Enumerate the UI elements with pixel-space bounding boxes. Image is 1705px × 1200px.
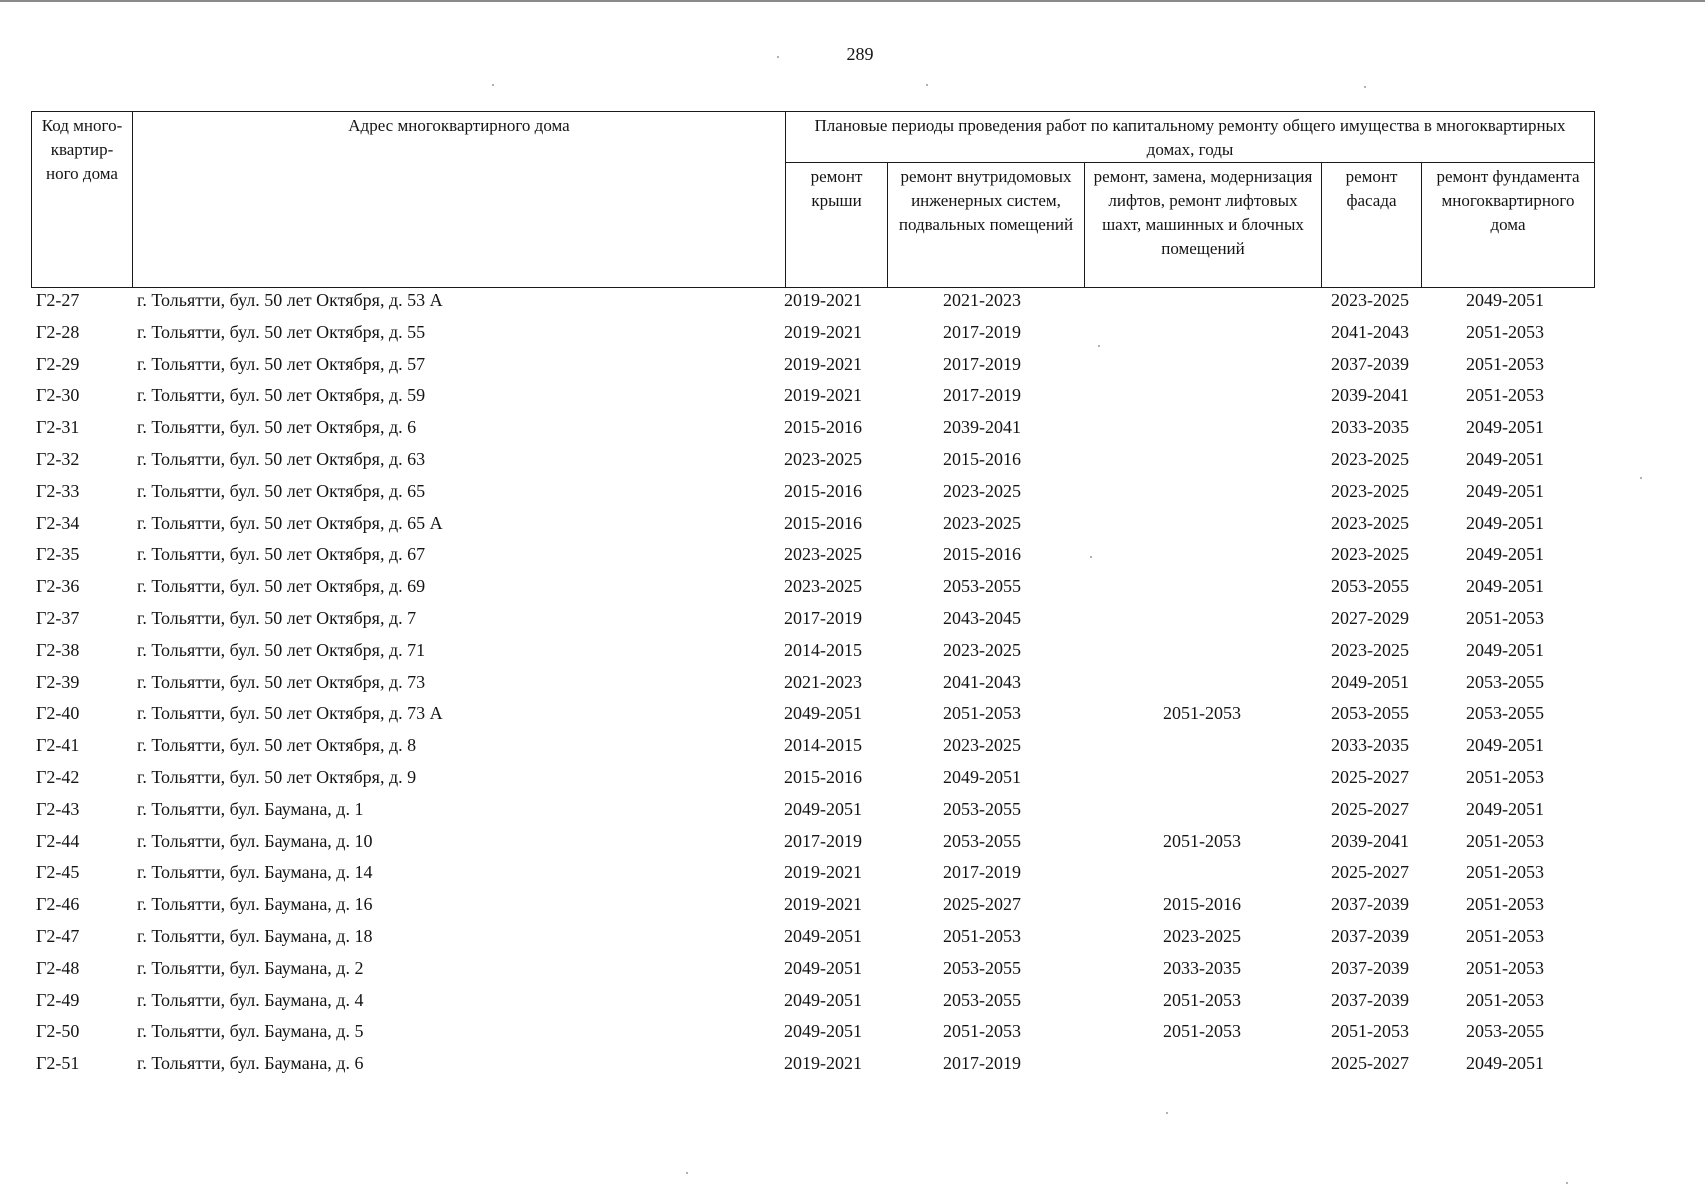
cell-lifts: 2015-2016 bbox=[1163, 894, 1241, 915]
scan-speck bbox=[686, 1172, 688, 1174]
cell-code: Г2-29 bbox=[36, 353, 80, 374]
cell-address: г. Тольятти, бул. 50 лет Октября, д. 67 bbox=[137, 544, 426, 565]
cell-engineering: 2053-2055 bbox=[943, 957, 1021, 978]
header-work-periods: Плановые периоды проведения работ по капитальному ремонту общего имущества в многоквартирных домах, годы bbox=[786, 112, 1595, 163]
cell-roof: 2019-2021 bbox=[784, 862, 862, 883]
cell-facade: 2025-2027 bbox=[1331, 1053, 1409, 1074]
cell-roof: 2014-2015 bbox=[784, 735, 862, 756]
table-row bbox=[31, 352, 1594, 384]
table-row bbox=[31, 638, 1594, 670]
table-row bbox=[31, 765, 1594, 797]
cell-engineering: 2025-2027 bbox=[943, 894, 1021, 915]
cell-facade: 2049-2051 bbox=[1331, 671, 1409, 692]
table-row bbox=[31, 1051, 1594, 1083]
cell-facade: 2023-2025 bbox=[1331, 512, 1409, 533]
scan-speck bbox=[1566, 1182, 1568, 1184]
cell-roof: 2019-2021 bbox=[784, 385, 862, 406]
cell-address: г. Тольятти, бул. Баумана, д. 5 bbox=[137, 1021, 364, 1042]
cell-lifts: 2051-2053 bbox=[1163, 1021, 1241, 1042]
table-row bbox=[31, 829, 1594, 861]
header-address: Адрес многоквартирного дома bbox=[133, 112, 786, 288]
cell-engineering: 2043-2045 bbox=[943, 607, 1021, 628]
table-row bbox=[31, 511, 1594, 543]
cell-address: г. Тольятти, бул. Баумана, д. 2 bbox=[137, 957, 364, 978]
cell-foundation: 2051-2053 bbox=[1466, 894, 1544, 915]
table-row bbox=[31, 670, 1594, 702]
table-body bbox=[31, 288, 1594, 1083]
cell-engineering: 2053-2055 bbox=[943, 830, 1021, 851]
scan-speck bbox=[1364, 86, 1366, 88]
cell-address: г. Тольятти, бул. Баумана, д. 10 bbox=[137, 830, 373, 851]
table-row bbox=[31, 924, 1594, 956]
cell-roof: 2019-2021 bbox=[784, 1053, 862, 1074]
table-row bbox=[31, 733, 1594, 765]
cell-address: г. Тольятти, бул. 50 лет Октября, д. 73 А bbox=[137, 703, 443, 724]
table-row bbox=[31, 479, 1594, 511]
cell-code: Г2-49 bbox=[36, 989, 80, 1010]
cell-facade: 2033-2035 bbox=[1331, 417, 1409, 438]
cell-foundation: 2051-2053 bbox=[1466, 321, 1544, 342]
cell-roof: 2019-2021 bbox=[784, 353, 862, 374]
cell-address: г. Тольятти, бул. 50 лет Октября, д. 59 bbox=[137, 385, 426, 406]
cell-engineering: 2015-2016 bbox=[943, 448, 1021, 469]
cell-code: Г2-48 bbox=[36, 957, 80, 978]
cell-roof: 2049-2051 bbox=[784, 703, 862, 724]
cell-foundation: 2053-2055 bbox=[1466, 1021, 1544, 1042]
cell-engineering: 2053-2055 bbox=[943, 989, 1021, 1010]
cell-roof: 2019-2021 bbox=[784, 321, 862, 342]
cell-foundation: 2051-2053 bbox=[1466, 925, 1544, 946]
table-row bbox=[31, 956, 1594, 988]
cell-roof: 2019-2021 bbox=[784, 894, 862, 915]
table-header bbox=[31, 111, 1595, 288]
cell-engineering: 2023-2025 bbox=[943, 512, 1021, 533]
cell-facade: 2051-2053 bbox=[1331, 1021, 1409, 1042]
table-row bbox=[31, 320, 1594, 352]
header-foundation: ремонт фундамента многоквартирного дома bbox=[1422, 163, 1595, 288]
cell-roof: 2015-2016 bbox=[784, 766, 862, 787]
scan-speck bbox=[926, 84, 928, 86]
cell-code: Г2-32 bbox=[36, 448, 80, 469]
cell-engineering: 2053-2055 bbox=[943, 798, 1021, 819]
cell-facade: 2039-2041 bbox=[1331, 830, 1409, 851]
cell-engineering: 2023-2025 bbox=[943, 480, 1021, 501]
cell-roof: 2014-2015 bbox=[784, 639, 862, 660]
cell-code: Г2-51 bbox=[36, 1053, 80, 1074]
cell-address: г. Тольятти, бул. 50 лет Октября, д. 55 bbox=[137, 321, 426, 342]
header-facade: ремонт фасада bbox=[1322, 163, 1422, 288]
table-row bbox=[31, 383, 1594, 415]
cell-facade: 2033-2035 bbox=[1331, 735, 1409, 756]
scan-speck bbox=[1640, 477, 1642, 479]
cell-address: г. Тольятти, бул. 50 лет Октября, д. 9 bbox=[137, 766, 417, 787]
cell-address: г. Тольятти, бул. 50 лет Октября, д. 8 bbox=[137, 735, 417, 756]
cell-engineering: 2023-2025 bbox=[943, 639, 1021, 660]
cell-address: г. Тольятти, бул. 50 лет Октября, д. 73 bbox=[137, 671, 426, 692]
cell-code: Г2-28 bbox=[36, 321, 80, 342]
table-row bbox=[31, 701, 1594, 733]
cell-code: Г2-31 bbox=[36, 417, 80, 438]
cell-address: г. Тольятти, бул. 50 лет Октября, д. 7 bbox=[137, 607, 417, 628]
cell-code: Г2-30 bbox=[36, 385, 80, 406]
cell-facade: 2041-2043 bbox=[1331, 321, 1409, 342]
table-row bbox=[31, 574, 1594, 606]
cell-facade: 2023-2025 bbox=[1331, 480, 1409, 501]
cell-code: Г2-34 bbox=[36, 512, 80, 533]
cell-address: г. Тольятти, бул. 50 лет Октября, д. 63 bbox=[137, 448, 426, 469]
cell-address: г. Тольятти, бул. Баумана, д. 18 bbox=[137, 925, 373, 946]
table-row bbox=[31, 606, 1594, 638]
cell-foundation: 2053-2055 bbox=[1466, 703, 1544, 724]
cell-code: Г2-46 bbox=[36, 894, 80, 915]
cell-address: г. Тольятти, бул. Баумана, д. 1 bbox=[137, 798, 364, 819]
cell-facade: 2023-2025 bbox=[1331, 639, 1409, 660]
cell-roof: 2023-2025 bbox=[784, 544, 862, 565]
table-row bbox=[31, 288, 1594, 320]
cell-code: Г2-41 bbox=[36, 735, 80, 756]
cell-roof: 2023-2025 bbox=[784, 576, 862, 597]
cell-engineering: 2051-2053 bbox=[943, 703, 1021, 724]
cell-roof: 2015-2016 bbox=[784, 512, 862, 533]
cell-foundation: 2049-2051 bbox=[1466, 512, 1544, 533]
cell-roof: 2049-2051 bbox=[784, 798, 862, 819]
cell-facade: 2027-2029 bbox=[1331, 607, 1409, 628]
scan-speck bbox=[492, 84, 494, 86]
cell-engineering: 2021-2023 bbox=[943, 290, 1021, 310]
cell-foundation: 2049-2051 bbox=[1466, 576, 1544, 597]
cell-address: г. Тольятти, бул. 50 лет Октября, д. 71 bbox=[137, 639, 426, 660]
cell-roof: 2021-2023 bbox=[784, 671, 862, 692]
cell-engineering: 2017-2019 bbox=[943, 353, 1021, 374]
cell-engineering: 2053-2055 bbox=[943, 576, 1021, 597]
cell-lifts: 2033-2035 bbox=[1163, 957, 1241, 978]
cell-engineering: 2041-2043 bbox=[943, 671, 1021, 692]
page-number: 289 bbox=[846, 44, 874, 64]
table-row bbox=[31, 542, 1594, 574]
cell-foundation: 2051-2053 bbox=[1466, 353, 1544, 374]
cell-facade: 2025-2027 bbox=[1331, 798, 1409, 819]
scan-speck bbox=[777, 56, 779, 58]
header-code: Код много-квартир-ного дома bbox=[32, 112, 133, 288]
table-row bbox=[31, 1019, 1594, 1051]
table-row bbox=[31, 447, 1594, 479]
cell-foundation: 2049-2051 bbox=[1466, 290, 1544, 310]
cell-facade: 2037-2039 bbox=[1331, 353, 1409, 374]
cell-engineering: 2015-2016 bbox=[943, 544, 1021, 565]
cell-engineering: 2051-2053 bbox=[943, 925, 1021, 946]
cell-address: г. Тольятти, бул. Баумана, д. 4 bbox=[137, 989, 364, 1010]
cell-address: г. Тольятти, бул. 50 лет Октября, д. 65 bbox=[137, 480, 426, 501]
cell-code: Г2-39 bbox=[36, 671, 80, 692]
cell-code: Г2-38 bbox=[36, 639, 80, 660]
cell-code: Г2-45 bbox=[36, 862, 80, 883]
cell-roof: 2049-2051 bbox=[784, 989, 862, 1010]
cell-code: Г2-47 bbox=[36, 925, 80, 946]
cell-foundation: 2049-2051 bbox=[1466, 1053, 1544, 1074]
header-lifts: ремонт, замена, модернизация лифтов, ремонт лифтовых шахт, машинных и блочных помещений bbox=[1085, 163, 1322, 288]
cell-facade: 2053-2055 bbox=[1331, 576, 1409, 597]
cell-facade: 2023-2025 bbox=[1331, 290, 1409, 310]
cell-engineering: 2039-2041 bbox=[943, 417, 1021, 438]
cell-engineering: 2017-2019 bbox=[943, 1053, 1021, 1074]
cell-foundation: 2049-2051 bbox=[1466, 639, 1544, 660]
cell-facade: 2037-2039 bbox=[1331, 989, 1409, 1010]
cell-code: Г2-33 bbox=[36, 480, 80, 501]
cell-roof: 2017-2019 bbox=[784, 830, 862, 851]
cell-code: Г2-36 bbox=[36, 576, 80, 597]
scan-speck bbox=[1166, 1112, 1168, 1114]
cell-lifts: 2051-2053 bbox=[1163, 830, 1241, 851]
table-row bbox=[31, 860, 1594, 892]
top-border-line bbox=[0, 0, 1705, 2]
cell-foundation: 2051-2053 bbox=[1466, 989, 1544, 1010]
table-row bbox=[31, 988, 1594, 1020]
cell-code: Г2-40 bbox=[36, 703, 80, 724]
cell-code: Г2-44 bbox=[36, 830, 80, 851]
cell-facade: 2039-2041 bbox=[1331, 385, 1409, 406]
cell-roof: 2019-2021 bbox=[784, 290, 862, 310]
cell-code: Г2-42 bbox=[36, 766, 80, 787]
cell-facade: 2037-2039 bbox=[1331, 957, 1409, 978]
cell-code: Г2-27 bbox=[36, 290, 80, 310]
cell-lifts: 2023-2025 bbox=[1163, 925, 1241, 946]
cell-engineering: 2017-2019 bbox=[943, 321, 1021, 342]
cell-address: г. Тольятти, бул. 50 лет Октября, д. 53 А bbox=[137, 290, 443, 310]
cell-roof: 2015-2016 bbox=[784, 480, 862, 501]
table-row bbox=[31, 892, 1594, 924]
table-row bbox=[31, 415, 1594, 447]
cell-facade: 2023-2025 bbox=[1331, 544, 1409, 565]
cell-address: г. Тольятти, бул. Баумана, д. 16 bbox=[137, 894, 373, 915]
table-row bbox=[31, 797, 1594, 829]
cell-code: Г2-43 bbox=[36, 798, 80, 819]
cell-roof: 2049-2051 bbox=[784, 1021, 862, 1042]
cell-roof: 2023-2025 bbox=[784, 448, 862, 469]
cell-foundation: 2051-2053 bbox=[1466, 607, 1544, 628]
cell-lifts: 2051-2053 bbox=[1163, 989, 1241, 1010]
cell-address: г. Тольятти, бул. 50 лет Октября, д. 57 bbox=[137, 353, 426, 374]
cell-foundation: 2049-2051 bbox=[1466, 448, 1544, 469]
scan-speck bbox=[1090, 556, 1092, 558]
cell-facade: 2053-2055 bbox=[1331, 703, 1409, 724]
cell-foundation: 2049-2051 bbox=[1466, 735, 1544, 756]
cell-address: г. Тольятти, бул. 50 лет Октября, д. 69 bbox=[137, 576, 426, 597]
cell-foundation: 2051-2053 bbox=[1466, 862, 1544, 883]
cell-address: г. Тольятти, бул. 50 лет Октября, д. 65 А bbox=[137, 512, 443, 533]
cell-foundation: 2049-2051 bbox=[1466, 798, 1544, 819]
cell-engineering: 2017-2019 bbox=[943, 385, 1021, 406]
cell-foundation: 2049-2051 bbox=[1466, 417, 1544, 438]
cell-foundation: 2049-2051 bbox=[1466, 480, 1544, 501]
cell-engineering: 2049-2051 bbox=[943, 766, 1021, 787]
cell-foundation: 2051-2053 bbox=[1466, 385, 1544, 406]
cell-facade: 2037-2039 bbox=[1331, 925, 1409, 946]
cell-engineering: 2023-2025 bbox=[943, 735, 1021, 756]
cell-engineering: 2017-2019 bbox=[943, 862, 1021, 883]
cell-address: г. Тольятти, бул. Баумана, д. 6 bbox=[137, 1053, 364, 1074]
cell-foundation: 2051-2053 bbox=[1466, 957, 1544, 978]
cell-facade: 2037-2039 bbox=[1331, 894, 1409, 915]
cell-roof: 2015-2016 bbox=[784, 417, 862, 438]
cell-facade: 2025-2027 bbox=[1331, 862, 1409, 883]
cell-foundation: 2053-2055 bbox=[1466, 671, 1544, 692]
cell-address: г. Тольятти, бул. 50 лет Октября, д. 6 bbox=[137, 417, 417, 438]
header-roof: ремонт крыши bbox=[786, 163, 888, 288]
scan-speck bbox=[1098, 345, 1100, 347]
cell-roof: 2049-2051 bbox=[784, 925, 862, 946]
header-engineering: ремонт внутридомовых инженерных систем, подвальных помещений bbox=[888, 163, 1085, 288]
cell-code: Г2-35 bbox=[36, 544, 80, 565]
cell-code: Г2-50 bbox=[36, 1021, 80, 1042]
cell-foundation: 2049-2051 bbox=[1466, 544, 1544, 565]
cell-facade: 2023-2025 bbox=[1331, 448, 1409, 469]
cell-roof: 2017-2019 bbox=[784, 607, 862, 628]
cell-code: Г2-37 bbox=[36, 607, 80, 628]
cell-roof: 2049-2051 bbox=[784, 957, 862, 978]
cell-foundation: 2051-2053 bbox=[1466, 830, 1544, 851]
cell-foundation: 2051-2053 bbox=[1466, 766, 1544, 787]
cell-address: г. Тольятти, бул. Баумана, д. 14 bbox=[137, 862, 373, 883]
cell-lifts: 2051-2053 bbox=[1163, 703, 1241, 724]
cell-facade: 2025-2027 bbox=[1331, 766, 1409, 787]
cell-engineering: 2051-2053 bbox=[943, 1021, 1021, 1042]
